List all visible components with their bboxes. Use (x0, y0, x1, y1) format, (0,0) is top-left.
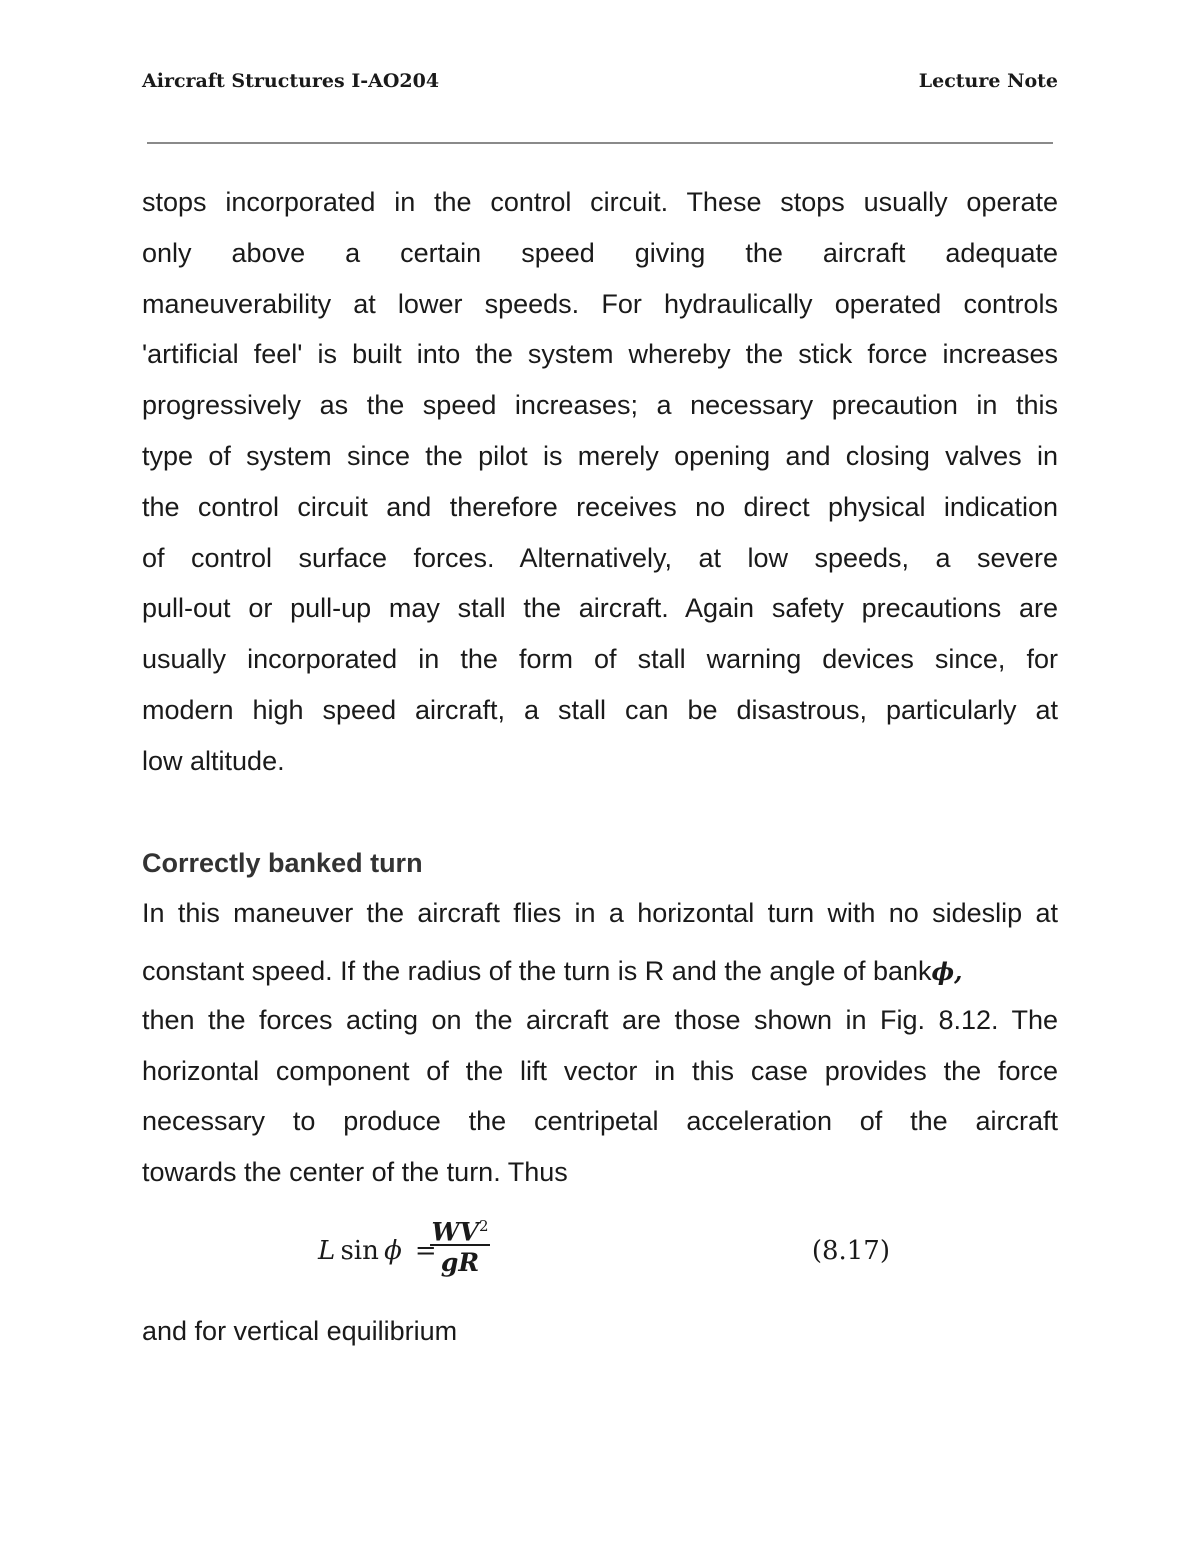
paragraph-line: 'artificial feel' is built into the system whereby the stick force increases (142, 339, 1058, 370)
sine-function: sin (340, 1236, 379, 1266)
paragraph-line: low altitude. (142, 745, 285, 776)
paragraph-line: pull-out or pull-up may stall the aircraft. Again safety precautions are (142, 593, 1058, 624)
equation-number: (8.17) (811, 1236, 890, 1266)
paragraph-line: towards the center of the turn. Thus (142, 1157, 568, 1188)
header-course-title: Aircraft Structures I-AO204 (142, 70, 440, 92)
paragraph-line: the control circuit and therefore receives no direct physical indication (142, 491, 1058, 522)
paragraph-vertical-equilibrium (142, 1306, 1058, 1357)
paragraph-line: usually incorporated in the form of stall warning devices since, for (142, 644, 1058, 675)
equation-fraction (428, 1208, 492, 1280)
header-document-type: Lecture Note (918, 70, 1058, 92)
paragraph-line: type of system since the pilot is merely opening and closing valves in (142, 440, 1058, 471)
fraction-denominator: gR (440, 1248, 480, 1277)
paragraph-artificial-feel (142, 177, 1058, 787)
paragraph-line: necessary to produce the centripetal acceleration of the aircraft (142, 1106, 1058, 1137)
bank-angle-variable: ϕ (384, 1236, 402, 1266)
equation-lhs (318, 1236, 437, 1266)
section-heading: Correctly banked turn (142, 848, 423, 878)
paragraph-line: modern high speed aircraft, a stall can be disastrous, particularly at (142, 694, 1058, 725)
paragraph-line: stops incorporated in the control circuit. These stops usually operate (142, 187, 1058, 217)
fraction-numerator (428, 1208, 492, 1247)
paragraph-line: maneuverability at lower speeds. For hydraulically operated controls (142, 288, 1058, 319)
paragraph-line: only above a certain speed giving the aircraft adequate (142, 237, 1058, 268)
equals-sign: = (414, 1236, 437, 1266)
paragraph-line: progressively as the speed increases; a necessary precaution in this (142, 390, 1058, 421)
paragraph-line: horizontal component of the lift vector in this case provides the force (142, 1055, 1058, 1086)
paragraph-line: In this maneuver the aircraft flies in a horizontal turn with no sideslip at (142, 898, 1058, 928)
paragraph-line-text: constant speed. If the radius of the turn is R and the angle of bank (142, 955, 932, 986)
paragraph-line: then the forces acting on the aircraft are those shown in Fig. 8.12. The (142, 1004, 1058, 1035)
numerator-exponent: 2 (478, 1217, 489, 1235)
lift-variable: L (318, 1236, 336, 1266)
paragraph-line: and for vertical equilibrium (142, 1316, 458, 1346)
paragraph-banked-turn (142, 888, 1058, 1198)
equation-8-17 (318, 1208, 898, 1288)
header-divider (147, 142, 1053, 144)
bank-angle-symbol: ϕ, (931, 956, 963, 986)
paragraph-line: of control surface forces. Alternatively, at low speeds, a severe (142, 542, 1058, 573)
numerator-text: WV (431, 1217, 479, 1247)
paragraph-line-with-symbol (142, 939, 1058, 995)
page-header (142, 70, 1058, 100)
